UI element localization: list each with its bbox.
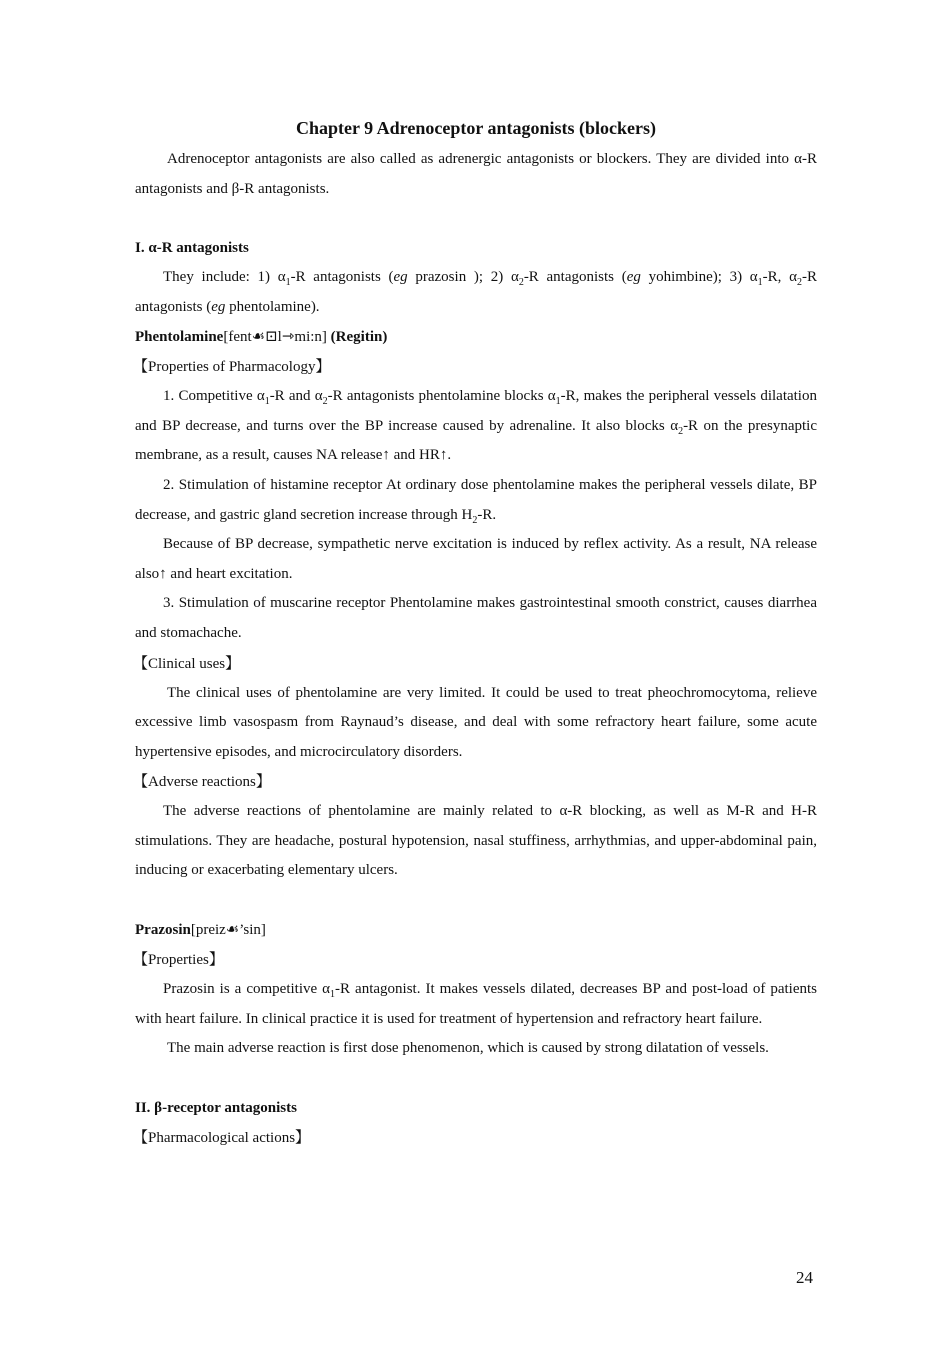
phentolamine-property-2: 2. Stimulation of histamine receptor At ordinary dose phentolamine makes the peripheral vessels dilate, BP decrease, and gastric gland secretion increase through $H_2-R$. — [135, 476, 817, 526]
properties-pharmacology-heading: 【Properties of Pharmacology】 — [133, 359, 331, 376]
document-page — [135, 114, 817, 1153]
intro-paragraph: Adrenoceptor antagonists are also called as adrenergic antagonists or blockers. They are divided into α-R antagonists and β-R antagonists. — [135, 151, 817, 197]
pharmacological-actions-heading: 【Pharmacological actions】 — [133, 1130, 311, 1147]
page-number: 24 — [796, 1268, 813, 1287]
prazosin-adverse-paragraph: The main adverse reaction is first dose phenomenon, which is caused by strong dilatation of vessels. — [167, 1040, 769, 1057]
phentolamine-property-1: 1. Competitive $\alpha_1-R$ and $\alpha_2-R$ antagonists phentolamine blocks $\alpha_1-R$, makes the peripheral vessels dilatation and BP decrease, and turns over the BP increase caused by adrenaline. It also blocks $\alpha_2-R$ on the presynaptic membrane, as a result, causes NA release↑ and HR↑. — [135, 388, 817, 464]
alpha-include-paragraph: They include: 1) $\alpha_1-R$ antagonists (eg prazosin ); 2) $\alpha_2-R$ antagonists (eg yohimbine); 3) $\alpha_1-R$, $\alpha_2-R$ antagonists (eg phentolamine). — [135, 269, 817, 315]
chapter-title: Chapter 9 Adrenoceptor antagonists (blockers) — [296, 118, 656, 138]
clinical-uses-paragraph: The clinical uses of phentolamine are very limited. It could be used to treat pheochromocytoma, relieve excessive limb vasospasm from Raynaud’s disease, and deal with some refractory heart failure, some acute hypertensive episodes, and microcirculatory disorders. — [135, 684, 817, 760]
phentolamine-property-3: 3. Stimulation of muscarine receptor Phentolamine makes gastrointestinal smooth constrict, causes diarrhea and stomachache. — [135, 595, 817, 641]
adverse-reactions-heading: 【Adverse reactions】 — [133, 774, 271, 791]
phentolamine-reflex-paragraph: Because of BP decrease, sympathetic nerve excitation is induced by reflex activity. As a result, NA release also↑ and heart excitation. — [135, 536, 817, 582]
section-heading-alpha: I. α-R antagonists — [135, 239, 249, 256]
adverse-reactions-paragraph: The adverse reactions of phentolamine are mainly related to α-R blocking, as well as M-R and H-R stimulations. They are headache, postural hypotension, nasal stuffiness, arrhythmias, and upper-abdominal pain, inducing or exacerbating elementary ulcers. — [135, 803, 817, 879]
prazosin-heading: Prazosin[preiz☙’sin] — [135, 921, 266, 938]
properties-heading: 【Properties】 — [133, 952, 224, 969]
prazosin-property-paragraph: Prazosin is a competitive $\alpha_1-R$ antagonist. It makes vessels dilated, decreases BP and post-load of patients with heart failure. In clinical practice it is used for treatment of hypertension and refractory heart failure. — [135, 981, 817, 1027]
section-heading-beta: II. β-receptor antagonists — [135, 1099, 297, 1116]
clinical-uses-heading: 【Clinical uses】 — [133, 655, 241, 672]
phentolamine-heading: Phentolamine[fent☙⊡l⇾mi:n] (Regitin) — [135, 328, 388, 345]
